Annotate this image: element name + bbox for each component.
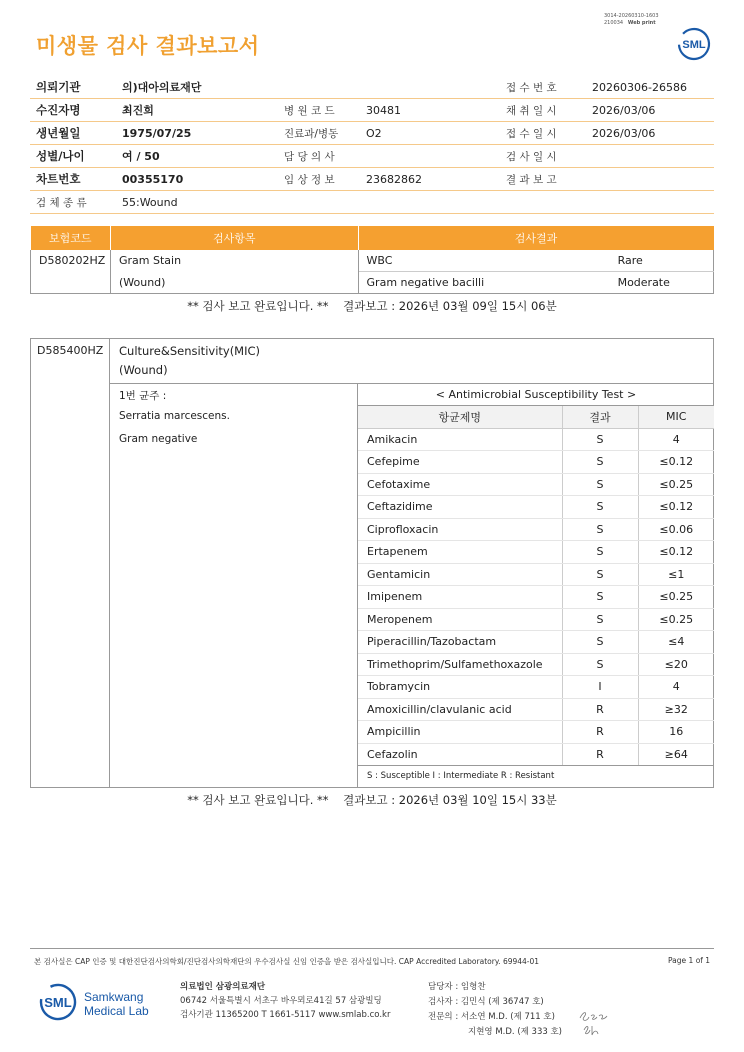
value-hospital-code: 30481 (360, 99, 500, 122)
ast-row (358, 653, 714, 676)
mic-value: ≤0.12 (638, 451, 714, 474)
susceptibility-result: S (562, 541, 638, 564)
ast-legend: S : Susceptible I : Intermediate R : Resistant (367, 771, 555, 781)
ast-row (358, 563, 714, 586)
label-hospital-code: 병 원 코 드 (278, 99, 360, 122)
susceptibility-result: S (562, 428, 638, 451)
page-number: Page 1 of 1 (668, 956, 711, 965)
label-chart-no: 차트번호 (30, 168, 116, 191)
ast-row (358, 743, 714, 766)
info-row (30, 168, 714, 191)
info-row (30, 191, 714, 214)
svg-text:Samkwang: Samkwang (84, 990, 144, 1004)
label-department: 진료과/병동 (278, 122, 360, 145)
ast-row (358, 451, 714, 474)
ast-title: < Antimicrobial Susceptibility Test > (435, 388, 637, 401)
label-received-date: 접 수 일 시 (500, 122, 586, 145)
susceptibility-result: S (562, 473, 638, 496)
mic-value: 4 (638, 676, 714, 699)
svg-text:SML: SML (44, 995, 72, 1010)
document-id: 3014-20260310-1603 210034 Web print (604, 13, 659, 26)
label-clinical-info: 임 상 정 보 (278, 168, 360, 191)
label-birth-date: 생년월일 (30, 122, 116, 145)
header-test-item: 검사항목 (110, 226, 358, 250)
antibiotic-name: Gentamicin (358, 563, 562, 586)
value-department: O2 (360, 122, 500, 145)
ast-row (358, 541, 714, 564)
susceptibility-result: S (562, 451, 638, 474)
staff-info: 담당자 : 임형찬 검사자 : 김민식 (제 36747 호) 전문의 : 서소연 M.D. (제 711 호) 지현영 M.D. (제 333 호) (428, 982, 563, 1037)
ast-row (358, 428, 714, 451)
value-birth-date: 1975/07/25 (116, 122, 278, 145)
ast-row (358, 698, 714, 721)
value-test-date (586, 145, 714, 168)
value-sex-age: 여 / 50 (116, 145, 278, 168)
mic-value: ≤0.12 (638, 541, 714, 564)
test-item-name: Gram Stain (110, 250, 358, 272)
antibiotic-name: Ceftazidime (358, 496, 562, 519)
label-result-report: 결 과 보 고 (500, 168, 586, 191)
info-row (30, 76, 714, 99)
completion-note: ** 검사 보고 완료입니다. ** 결과보고 : 2026년 03월 10일 15시 33분 (187, 793, 557, 807)
label-collection-date: 채 취 일 시 (500, 99, 586, 122)
antibiotic-name: Trimethoprim/Sulfamethoxazole (358, 653, 562, 676)
susceptibility-result: S (562, 496, 638, 519)
susceptibility-result: S (562, 563, 638, 586)
mic-value: ≤0.25 (638, 586, 714, 609)
info-row (30, 99, 714, 122)
label-specimen-type: 검 체 종 류 (30, 191, 116, 214)
value-chart-no: 00355170 (116, 168, 278, 191)
footer-divider (30, 948, 714, 949)
ast-row (358, 518, 714, 541)
organism-name: Serratia marcescens. (119, 410, 230, 422)
result-value: Rare (610, 250, 714, 272)
label-patient-name: 수진자명 (30, 99, 116, 122)
antibiotic-name: Tobramycin (358, 676, 562, 699)
mic-value: ≤0.12 (638, 496, 714, 519)
svg-text:Medical Lab: Medical Lab (84, 1004, 149, 1018)
svg-text:SML: SML (682, 39, 706, 51)
antibiotic-name: Imipenem (358, 586, 562, 609)
susceptibility-result: S (562, 518, 638, 541)
ast-header-mic: MIC (638, 406, 714, 428)
culture-test-name: Culture&Sensitivity(MIC) (119, 344, 261, 358)
antibiotic-name: Cefotaxime (358, 473, 562, 496)
value-patient-name: 최진희 (116, 99, 278, 122)
header-test-result: 검사결과 (358, 226, 713, 250)
label-requester: 의뢰기관 (30, 76, 116, 99)
mic-value: ≤20 (638, 653, 714, 676)
value-collection-date: 2026/03/06 (586, 99, 714, 122)
header-insurance-code: 보험코드 (31, 226, 111, 250)
ast-header-result: 결과 (562, 406, 638, 428)
label-accession-no: 접 수 번 호 (500, 76, 586, 99)
label-test-date: 검 사 일 시 (500, 145, 586, 168)
value-specimen-type: 55:Wound (116, 191, 278, 214)
ast-row (358, 608, 714, 631)
antibiotic-name: Ertapenem (358, 541, 562, 564)
value-result-report (586, 168, 714, 191)
ast-row (358, 496, 714, 519)
ast-row (358, 586, 714, 609)
info-row (30, 122, 714, 145)
mic-value: ≤0.25 (638, 473, 714, 496)
foundation-info: 의료법인 삼광의료재단 06742 서울특별시 서초구 바우뫼로41길 57 삼광빌딩 검사기관 11365200 T 1661-5117 www.smlab.co.kr (180, 982, 391, 1020)
sml-logo (676, 26, 712, 62)
antibiotic-name: Ciprofloxacin (358, 518, 562, 541)
ast-row (358, 631, 714, 654)
value-doctor (360, 145, 500, 168)
mic-value: ≥32 (638, 698, 714, 721)
mic-value: ≥64 (638, 743, 714, 766)
signature-image (578, 1008, 612, 1038)
accreditation-note: 본 검사실은 CAP 인증 및 대한진단검사의학회/진단검사의학재단의 우수검사실 신임 인증을 받은 검사실입니다. CAP Accredited Laboratory. 69944-01 (34, 957, 540, 966)
mic-value: 16 (638, 721, 714, 744)
susceptibility-result: S (562, 608, 638, 631)
antibiotic-name: Cefepime (358, 451, 562, 474)
susceptibility-result: S (562, 653, 638, 676)
mic-value: ≤0.25 (638, 608, 714, 631)
susceptibility-result: I (562, 676, 638, 699)
antibiotic-name: Ampicillin (358, 721, 562, 744)
label-doctor: 담 당 의 사 (278, 145, 360, 168)
antibiotic-name: Meropenem (358, 608, 562, 631)
ast-header-drug: 항균제명 (358, 406, 562, 428)
info-row (30, 145, 714, 168)
susceptibility-result: R (562, 698, 638, 721)
mic-value: ≤0.06 (638, 518, 714, 541)
antibiotic-name: Amoxicillin/clavulanic acid (358, 698, 562, 721)
result-name: Gram negative bacilli (366, 276, 485, 289)
patient-info-table (30, 76, 714, 214)
gram-stain-table (30, 226, 714, 294)
result-name: WBC (358, 250, 610, 272)
ast-row (358, 721, 714, 744)
report-title: 미생물 검사 결과보고서 (36, 34, 260, 58)
completion-note: ** 검사 보고 완료입니다. ** 결과보고 : 2026년 03월 09일 15시 06분 (187, 299, 557, 313)
mic-value: ≤4 (638, 631, 714, 654)
value-received-date: 2026/03/06 (586, 122, 714, 145)
strain-label: 1번 균주 : (119, 390, 167, 402)
culture-insurance-code: D585400HZ (37, 344, 104, 357)
antibiotic-name: Amikacin (358, 428, 562, 451)
value-requester: 의)대아의료재단 (116, 76, 278, 99)
culture-specimen: (Wound) (119, 363, 168, 377)
susceptibility-result: R (562, 743, 638, 766)
antibiotic-name: Piperacillin/Tazobactam (358, 631, 562, 654)
mic-value: 4 (638, 428, 714, 451)
value-clinical-info: 23682862 (360, 168, 500, 191)
antibiotic-name: Cefazolin (358, 743, 562, 766)
ast-row (358, 676, 714, 699)
result-value: Moderate (610, 272, 714, 294)
susceptibility-result: R (562, 721, 638, 744)
samkwang-logo (38, 980, 156, 1026)
ast-table (358, 406, 714, 766)
value-accession-no: 20260306-26586 (586, 76, 714, 99)
gram-result: Gram negative (119, 433, 198, 445)
susceptibility-result: S (562, 586, 638, 609)
test-item-specimen: (Wound) (110, 272, 358, 294)
insurance-code: D580202HZ (31, 250, 111, 294)
susceptibility-result: S (562, 631, 638, 654)
ast-row (358, 473, 714, 496)
label-sex-age: 성별/나이 (30, 145, 116, 168)
mic-value: ≤1 (638, 563, 714, 586)
